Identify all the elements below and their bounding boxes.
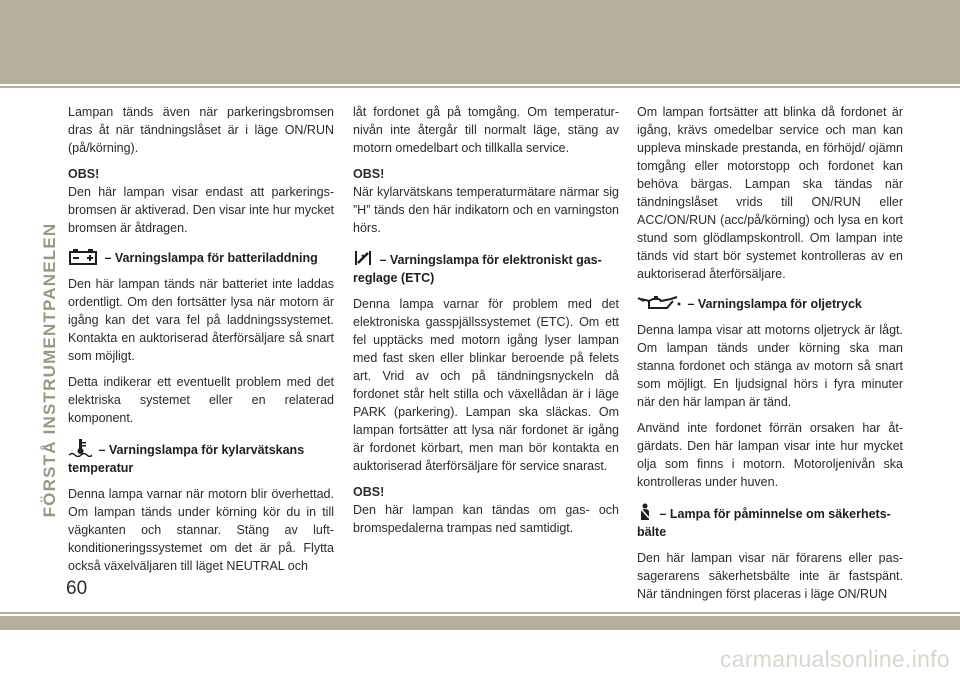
- text-column-3: [637, 103, 903, 611]
- paragraph: Den här lampan visar när förarens eller passagerarens säkerhetsbälte inte är fastspänt. När tändningen först placeras i läge ON/RUN: [637, 551, 903, 601]
- note-block: [353, 483, 619, 537]
- section-sidebar-title: FÖRSTÅ INSTRUMENTPANELEN: [40, 222, 59, 518]
- paragraph: Använd inte fordonet förrän orsaken har åtgärdats. Den här lampan visar inte hur mycket olja som finns i motorn. Motoroljenivån ska kontrolleras under huven.: [637, 421, 903, 489]
- coolant-temperature-icon: [68, 439, 92, 457]
- header-rule: [0, 86, 960, 88]
- paragraph: låt fordonet gå på tomgång. Om temperaturnivån inte återgår till normalt läge, stäng av motorn omedelbart och tillkalla service.: [353, 105, 619, 155]
- battery-icon: [68, 249, 98, 265]
- paragraph: Den här lampan tänds när batteriet inte laddas ordentligt. Om den fortsätter lysa när motorn är igång kan det vara fel på laddningssystemet. Kontakta en auktoriserad återförsäljare så snart som möjligt.: [68, 277, 334, 363]
- paragraph: Om lampan fortsätter att blinka då fordonet är igång, krävs omedelbar service och man kan uppleva minskade prestanda, en förhöjd/ ojämn tomgång eller motorstopp och fordonet kan behöva bärgas. Lampan ska tändas när tändningslåset vrids till ON/RUN eller ACC/ON/RUN (acc/på/körning) och lysa en kort stund som glödlampskontroll. Om lampan inte tänds vid start bör systemet kontrolleras av en auktoriserad återförsäljare.: [637, 105, 903, 281]
- oil-pressure-warning-heading: [637, 295, 903, 313]
- coolant-heading-text: – Varningslampa för kylarvätskans temperatur: [68, 443, 305, 475]
- footer-band: [0, 616, 960, 630]
- seatbelt-icon: [637, 503, 653, 521]
- paragraph: Detta indikerar ett eventuellt problem med det elektriska systemet eller en relaterad komponent.: [68, 375, 334, 425]
- header-band: [0, 0, 960, 84]
- note-text: Den här lampan kan tändas om gas- och bromspedalerna trampas ned samtidigt.: [353, 503, 619, 535]
- note-block: [68, 165, 334, 237]
- coolant-warning-heading: [68, 439, 334, 477]
- electronic-throttle-icon: [353, 249, 373, 267]
- note-text: Den här lampan visar endast att parkeringsbromsen är aktiverad. Den visar inte hur mycket bromsen är åtdragen.: [68, 185, 334, 235]
- note-label: OBS!: [353, 167, 385, 181]
- seatbelt-reminder-heading: [637, 503, 903, 541]
- watermark: carmanualsonline.info: [719, 646, 950, 672]
- note-text: När kylarvätskans temperaturmätare närmar sig ”H” tänds den här indikatorn och en varningston hörs.: [353, 185, 619, 235]
- note-block: [353, 165, 619, 237]
- paragraph: Denna lampa varnar för problem med det elektroniska gasspjällssystemet (ETC). Om ett fel upptäcks med motorn igång lyser lampan med fast sken eller blinkar beroende på felets art. Vrid av och på tändningsnyckeln då fordonet står helt stilla och växellådan är i läge PARK (parkering). Lampan ska släckas. Om lampan fortsätter att lysa när fordonet är igång är fordonet körbart, men man bör kontakta en auktoriserad återförsäljare för service snarast.: [353, 297, 619, 473]
- text-column-2: [353, 103, 619, 545]
- footer-rule: [0, 612, 960, 614]
- note-label: OBS!: [353, 485, 385, 499]
- note-label: OBS!: [68, 167, 100, 181]
- paragraph: Lampan tänds även när parkeringsbromsen dras åt när tändningslåset är i läge ON/RUN (på/körning).: [68, 105, 334, 155]
- seatbelt-heading-text: – Lampa för påminnelse om säkerhetsbälte: [637, 507, 891, 539]
- etc-warning-heading: [353, 249, 619, 287]
- text-column-1: [68, 103, 334, 583]
- paragraph: Denna lampa varnar när motorn blir överhettad. Om lampan tänds under körning kör du in till vägkanten och stannar. Stäng av luftkonditioneringssystemet om det är på. Flytta också växelväljaren till läget NEUTRAL och: [68, 487, 334, 573]
- etc-heading-text: – Varningslampa för elektroniskt gasreglage (ETC): [353, 253, 602, 285]
- oil-heading-text: – Varningslampa för oljetryck: [687, 297, 862, 311]
- battery-heading-text: – Varningslampa för batteriladdning: [104, 251, 318, 265]
- battery-warning-heading: [68, 249, 334, 267]
- oil-can-icon: [637, 295, 681, 311]
- paragraph: Denna lampa visar att motorns oljetryck är lågt. Om lampan tänds under körning ska man stanna fordonet och stänga av motorn så snart som möjligt. En ljudsignal hörs i fyra minuter när den här lampan är tänd.: [637, 323, 903, 409]
- page-number: 60: [66, 578, 88, 599]
